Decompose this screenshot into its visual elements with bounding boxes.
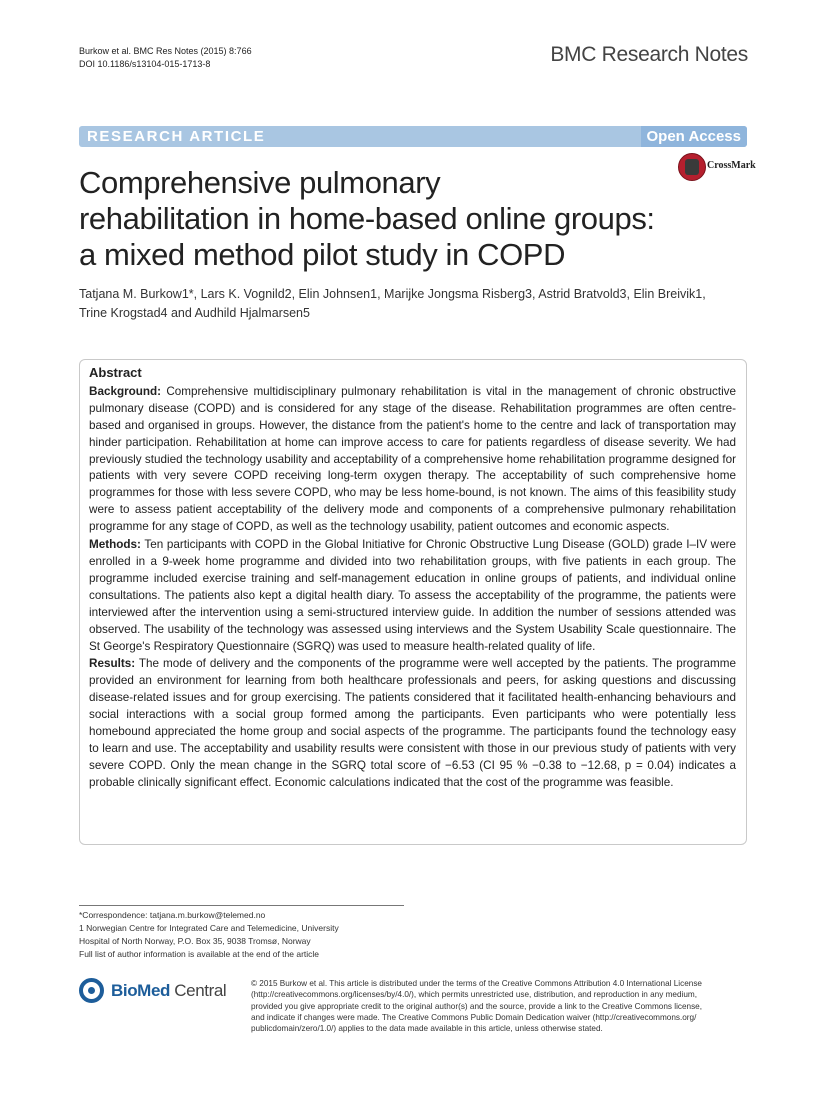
abstract-heading: Abstract — [89, 365, 142, 380]
crossmark-label: CrossMark — [707, 160, 756, 171]
affiliation-line: Hospital of North Norway, P.O. Box 35, 9038 Tromsø, Norway — [79, 936, 311, 946]
methods-label: Methods: — [89, 538, 141, 552]
title-line: rehabilitation in home-based online groups: — [79, 201, 655, 236]
publisher-name: BioMed Central — [111, 981, 227, 1000]
title-line: Comprehensive pulmonary — [79, 165, 441, 200]
journal-name: BMC Research Notes — [550, 43, 748, 66]
author-info-note: Full list of author information is available at the end of the article — [79, 949, 320, 959]
license-line: publicdomain/zero/1.0/) applies to the data made available in this article, unless otherwise stated. — [251, 1024, 603, 1034]
background-label: Background: — [89, 384, 162, 398]
abstract-box — [79, 359, 747, 845]
citation: Burkow et al. BMC Res Notes (2015) 8:766 — [79, 46, 252, 56]
abstract-results — [89, 656, 736, 791]
citation-block — [79, 45, 252, 71]
results-label: Results: — [89, 657, 136, 671]
abstract-methods — [89, 537, 736, 655]
license-statement — [251, 978, 748, 1034]
article-type-banner — [79, 126, 747, 147]
results-text: The mode of delivery and the components of the programme were well accepted by the patients. The programme provided an environment for learning from both healthcare professionals and peers, for asking questions and discussing disease-related issues and for group exercising. The patients considered that it facilitated health-enhancing behaviours and social interactions with a social group formed among the participants. Even participants who were potentially less homebound appreciated the home group and social aspects of the programme. The participants found the technology easy to learn and use. The acceptability and usability results were consistent with those in our previous study of patients with very severe COPD. Only the mean change in the SGRQ total score of −6.53 (CI 95 % −0.38 to −12.68, p = 0.04) indicates a probable clinically significant effect. Economic calculations indicated that the cost of the programme was feasible. — [89, 657, 736, 789]
article-type-label: RESEARCH ARTICLE — [87, 128, 266, 145]
biomed-central-logo — [79, 977, 239, 1009]
license-line: (http://creativecommons.org/licenses/by/4.0/), which permits unrestricted use, distribution, and reproduction in any medium, — [251, 990, 697, 1000]
methods-text: Ten participants with COPD in the Global Initiative for Chronic Obstructive Lung Disease (GOLD) grade I–IV were enrolled in a 9-week home programme and divided into two rehabilitation groups, with five patients in each group. The programme included exercise training and self-management education in online groups of patients, and individual online consultations. The patients also kept a digital health diary. To assess the acceptability of the programme, the patients were interviewed after the intervention using a semi-structured interview guide. In addition the number of sessions attended was observed. The usability of the technology was assessed using interviews and the System Usability Scale questionnaire. The St George's Respiratory Questionnaire (SGRQ) was used to measure health-related quality of life. — [89, 538, 736, 653]
author-line: Tatjana M. Burkow1*, Lars K. Vognild2, Elin Johnsen1, Marijke Jongsma Risberg3, Astrid Bratvold3, Elin Breivik1, — [79, 287, 706, 301]
biomed-ring-icon — [79, 978, 104, 1003]
footnote-divider — [79, 905, 404, 906]
article-title — [79, 165, 699, 273]
title-line: a mixed method pilot study in COPD — [79, 237, 566, 272]
footnotes — [79, 909, 339, 961]
license-line: provided you give appropriate credit to the original author(s) and the source, provide a link to the Creative Commons license, — [251, 1001, 703, 1011]
doi[interactable]: DOI 10.1186/s13104-015-1713-8 — [79, 59, 211, 69]
affiliation-line: 1 Norwegian Centre for Integrated Care and Telemedicine, University — [79, 923, 339, 933]
open-access-badge: Open Access — [641, 126, 748, 147]
author-list — [79, 285, 749, 323]
correspondence: *Correspondence: tatjana.m.burkow@telemed.no — [79, 910, 266, 920]
abstract-background — [89, 384, 736, 536]
background-text: Comprehensive multidisciplinary pulmonary rehabilitation is vital in the management of chronic obstructive pulmonary disease (COPD) and is considered for any stage of the disease. Rehabilitation programmes are often centre-based and organised in groups. However, the distance from the patient's home to the centre and lack of transportation may hinder participation. Rehabilitation at home can improve access to care for patients regardless of disease severity. We had previously studied the technology usability and acceptability of a comprehensive home rehabilitation programme designed for patients with very severe COPD receiving long-term oxygen therapy. The acceptability of such comprehensive home programmes for those with less severe COPD, who may be less home-bound, is not known. The aims of this feasibility study were to assess patient acceptability of the delivery mode and components of a comprehensive pulmonary rehabilitation programme for any stage of COPD, as well as the technology usability, patient outcomes and economic aspects. — [89, 384, 737, 534]
license-line: © 2015 Burkow et al. This article is distributed under the terms of the Creative Commons Attribution 4.0 International License — [251, 979, 702, 988]
license-line: and indicate if changes were made. The Creative Commons Public Domain Dedication waiver (http://creativecommons.org/ — [251, 1012, 697, 1022]
author-line: Trine Krogstad4 and Audhild Hjalmarsen5 — [79, 306, 310, 320]
